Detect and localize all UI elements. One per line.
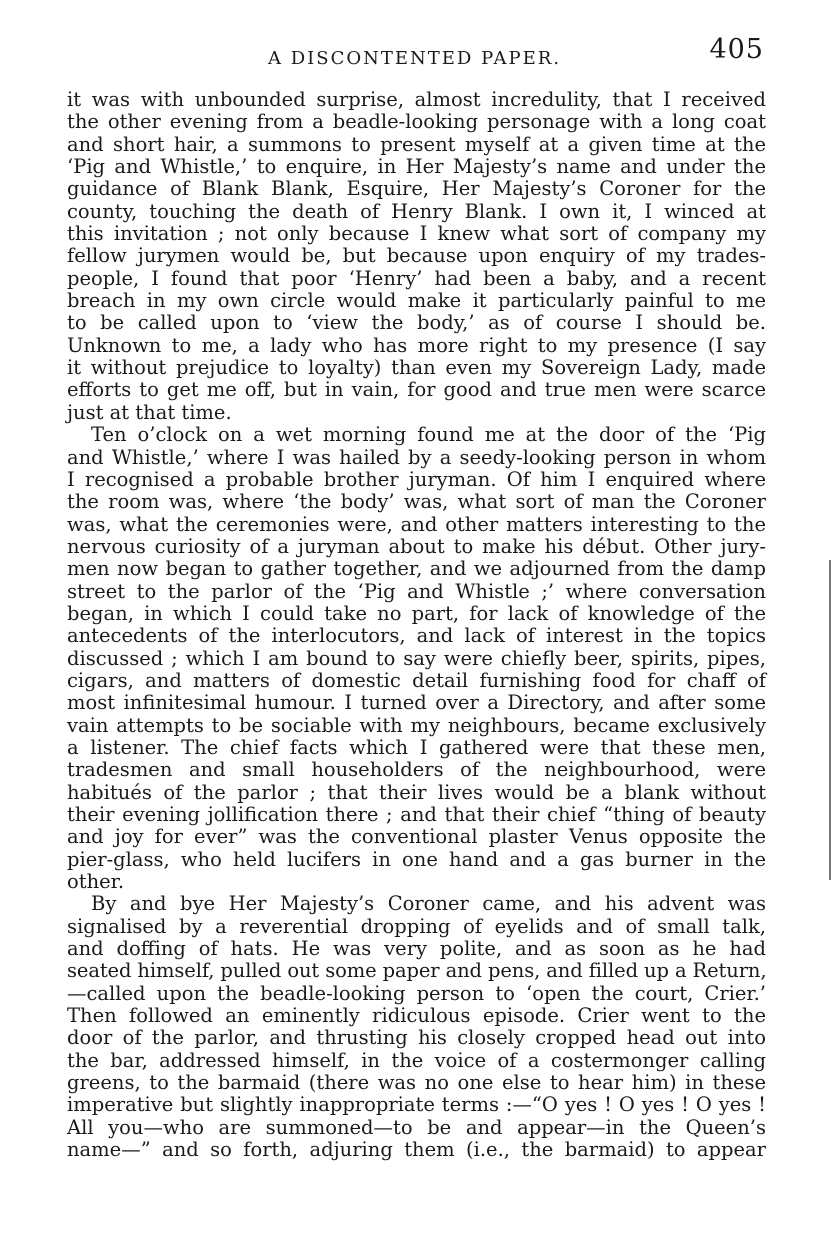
text-line: vain attempts to be sociable with my neighbours, became exclusively bbox=[67, 713, 766, 737]
text-line: Unknown to me, a lady who has more right to my presence (I say bbox=[67, 333, 766, 357]
text-line: and short hair, a summons to present myself at a given time at the bbox=[67, 132, 766, 156]
text-line: All you—who are summoned—to be and appear—in the Queen’s bbox=[67, 1115, 766, 1139]
running-title: A DISCONTENTED PAPER. bbox=[268, 48, 562, 69]
text-line: imperative but slightly inappropriate terms :—“O yes ! O yes ! O yes ! bbox=[67, 1093, 766, 1117]
text-line: the other evening from a beadle-looking personage with a long coat bbox=[67, 110, 766, 134]
text-line: their evening jollification there ; and that their chief “thing of beauty bbox=[67, 803, 766, 826]
text-line: was, what the ceremonies were, and other matters interesting to the bbox=[67, 512, 766, 536]
text-line: pier-glass, who held lucifers in one hand and a gas burner in the bbox=[67, 847, 766, 871]
text-line: and Whistle,’ where I was hailed by a seedy-looking person in whom bbox=[67, 445, 766, 469]
text-line: a listener. The chief facts which I gathered were that these men, bbox=[67, 735, 766, 759]
text-line: By and bye Her Majesty’s Coroner came, and his advent was bbox=[91, 892, 766, 916]
text-line: fellow jurymen would be, but because upon enquiry of my trades- bbox=[67, 244, 766, 268]
body-text bbox=[67, 89, 766, 1162]
page-header bbox=[66, 34, 766, 74]
text-line: this invitation ; not only because I knew what sort of company my bbox=[67, 222, 766, 246]
text-line: greens, to the barmaid (there was no one else to hear him) in these bbox=[67, 1071, 766, 1095]
text-line: county, touching the death of Henry Blank. I own it, I winced at bbox=[67, 199, 766, 223]
text-line: antecedents of the interlocutors, and lack of interest in the topics bbox=[67, 624, 766, 648]
text-line: —called upon the beadle-looking person to ‘open the court, Crier.’ bbox=[67, 981, 766, 1005]
text-line: people, I found that poor ‘Henry’ had been a baby, and a recent bbox=[67, 266, 766, 290]
text-line: most infinitesimal humour. I turned over a Directory, and after some bbox=[67, 691, 766, 715]
text-line: I recognised a probable brother juryman. Of him I enquired where bbox=[67, 467, 766, 491]
text-line: and joy for ever” was the conventional plaster Venus opposite the bbox=[67, 825, 766, 849]
text-line: discussed ; which I am bound to say were chiefly beer, spirits, pipes, bbox=[67, 646, 766, 670]
text-line: the bar, addressed himself, in the voice of a costermonger calling bbox=[67, 1048, 766, 1072]
text-line: it without prejudice to loyalty) than even my Sovereign Lady, made bbox=[67, 356, 766, 380]
text-line: men now began to gather together, and we adjourned from the damp bbox=[67, 557, 766, 581]
text-line: efforts to get me off, but in vain, for good and true men were scarce bbox=[67, 378, 766, 402]
text-line: guidance of Blank Blank, Esquire, Her Majesty’s Coroner for the bbox=[67, 177, 766, 201]
text-line: breach in my own circle would make it particularly painful to me bbox=[67, 289, 766, 313]
text-line: other. bbox=[67, 870, 125, 894]
text-line: nervous curiosity of a juryman about to make his début. Other jury- bbox=[67, 534, 766, 558]
text-line: name—” and so forth, adjuring them (i.e., the barmaid) to appear bbox=[67, 1138, 766, 1162]
text-line: the room was, where ‘the body’ was, what sort of man the Coroner bbox=[67, 490, 766, 514]
text-line: habitués of the parlor ; that their lives would be a blank without bbox=[67, 780, 766, 804]
text-line: tradesmen and small householders of the neighbourhood, were bbox=[67, 758, 766, 782]
text-line: Ten o’clock on a wet morning found me at the door of the ‘Pig bbox=[91, 423, 766, 447]
text-line: to be called upon to ‘view the body,’ as of course I should be. bbox=[67, 311, 766, 335]
text-line: ‘Pig and Whistle,’ to enquire, in Her Majesty’s name and under the bbox=[67, 155, 766, 179]
text-line: and doffing of hats. He was very polite, and as soon as he had bbox=[67, 937, 766, 961]
page-number: 405 bbox=[709, 34, 764, 65]
text-line: cigars, and matters of domestic detail furnishing food for chaff of bbox=[67, 668, 766, 692]
text-line: Then followed an eminently ridiculous episode. Crier went to the bbox=[67, 1004, 766, 1028]
text-line: signalised by a reverential dropping of eyelids and of small talk, bbox=[67, 914, 766, 938]
text-line: just at that time. bbox=[67, 400, 232, 424]
text-line: door of the parlor, and thrusting his closely cropped head out into bbox=[67, 1026, 766, 1050]
text-line: began, in which I could take no part, for lack of knowledge of the bbox=[67, 601, 766, 625]
text-line: it was with unbounded surprise, almost incredulity, that I received bbox=[67, 88, 766, 111]
text-line: street to the parlor of the ‘Pig and Whistle ;’ where conversation bbox=[67, 579, 766, 603]
text-line: seated himself, pulled out some paper and pens, and filled up a Return, bbox=[67, 959, 767, 983]
